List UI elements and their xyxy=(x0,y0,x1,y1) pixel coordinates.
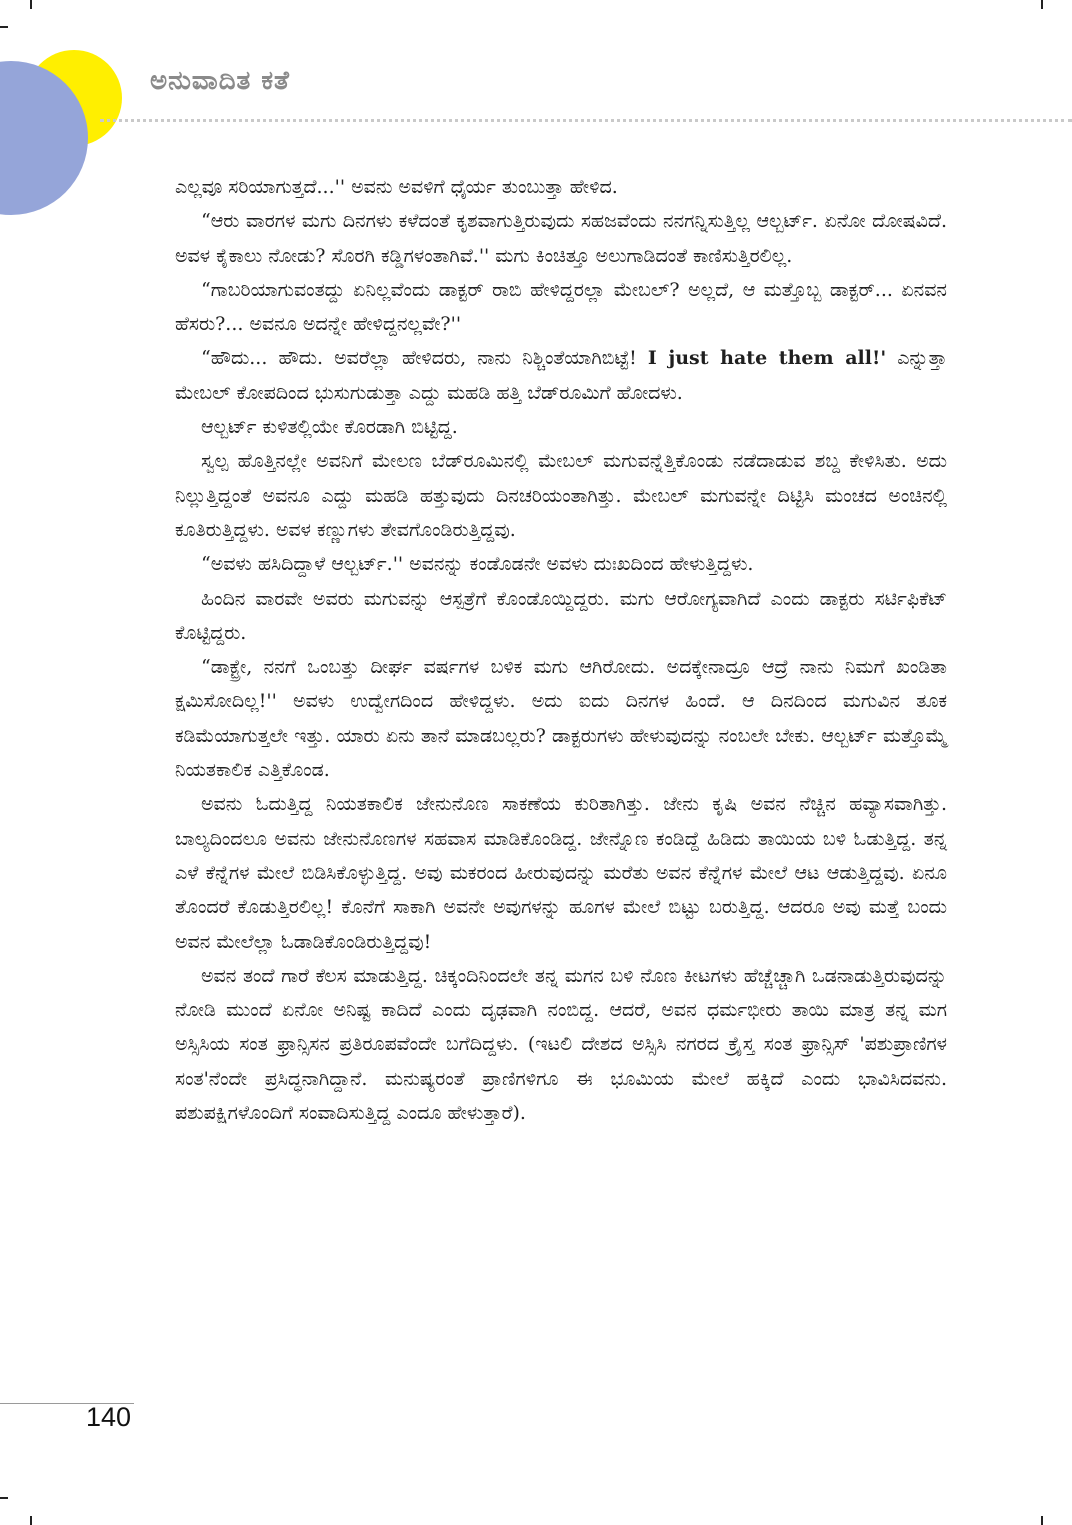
paragraph-kannada-part: ಎನ್ನುತ್ತಾ ಮೇಬಲ್ ಕೋಪದಿಂದ ಭುಸುಗುಡುತ್ತಾ ಎದ್ದು ಮಹಡಿ ಹತ್ತಿ ಬೆಡ್‌ರೂಮಿಗೆ ಹೋದಳು. xyxy=(175,347,947,404)
paragraph: “ಡಾಕ್ಟ್ರೇ, ನನಗೆ ಒಂಬತ್ತು ದೀರ್ಘ ವರ್ಷಗಳ ಬಳಿಕ ಮಗು ಆಗಿರೋದು. ಅದಕ್ಕೇನಾದ್ರೂ ಆದ್ರೆ ನಾನು ನಿಮಗೆ ಖಂಡಿತಾ ಕ್ಷಮಿಸೋದಿಲ್ಲ!'' ಅವಳು ಉದ್ವೇಗದಿಂದ ಹೇಳಿದ್ದಳು. ಅದು ಐದು ದಿನಗಳ ಹಿಂದೆ. ಆ ದಿನದಿಂದ ಮಗುವಿನ ತೂಕ ಕಡಿಮೆಯಾಗುತ್ತಲೇ ಇತ್ತು. ಯಾರು ಏನು ತಾನೆ ಮಾಡಬಲ್ಲರು? ಡಾಕ್ಟರುಗಳು ಹೇಳುವುದನ್ನು ನಂಬಲೇ ಬೇಕು. ಆಲ್ಬರ್ಟ್ ಮತ್ತೊಮ್ಮೆ ನಿಯತಕಾಲಿಕ ಎತ್ತಿಕೊಂಡ. xyxy=(175,656,947,782)
paragraph: ಹಿಂದಿನ ವಾರವೇ ಅವರು ಮಗುವನ್ನು ಆಸ್ಪತ್ರೆಗೆ ಕೊಂಡೊಯ್ದಿದ್ದರು. ಮಗು ಆರೋಗ್ಯವಾಗಿದೆ ಎಂದು ಡಾಕ್ಟರು ಸರ್ಟಿಫಿಕೆಟ್ ಕೊಟ್ಟಿದ್ದರು. xyxy=(175,587,947,644)
crop-mark-top-left xyxy=(30,0,32,9)
paragraph: ಅವನು ಓದುತ್ತಿದ್ದ ನಿಯತಕಾಲಿಕ ಜೇನುನೊಣ ಸಾಕಣೆಯ ಕುರಿತಾಗಿತ್ತು. ಜೇನು ಕೃಷಿ ಅವನ ನೆಚ್ಚಿನ ಹವ್ಯಾಸವಾಗಿತ್ತು. ಬಾಲ್ಯದಿಂದಲೂ ಅವನು ಜೇನುನೊಣಗಳ ಸಹವಾಸ ಮಾಡಿಕೊಂಡಿದ್ದ. ಜೇನ್ನೊಣ ಕಂಡಿದ್ದೆ ಹಿಡಿದು ತಾಯಿಯ ಬಳಿ ಓಡುತ್ತಿದ್ದ. ತನ್ನ ಎಳೆ ಕೆನ್ನೆಗಳ ಮೇಲೆ ಬಿಡಿಸಿಕೊಳ್ಳುತ್ತಿದ್ದ. ಅವು ಮಕರಂದ ಹೀರುವುದನ್ನು ಮರೆತು ಅವನ ಕೆನ್ನೆಗಳ ಮೇಲೆ ಆಟ ಆಡುತ್ತಿದ್ದವು. ಏನೂ ತೊಂದರೆ ಕೊಡುತ್ತಿರಲಿಲ್ಲ! ಕೊನೆಗೆ ಸಾಕಾಗಿ ಅವನೇ ಅವುಗಳನ್ನು ಹೂಗಳ ಮೇಲೆ ಬಿಟ್ಟು ಬರುತ್ತಿದ್ದ. ಆದರೂ ಅವು ಮತ್ತೆ ಬಂದು ಅವನ ಮೇಲೆಲ್ಲಾ ಓಡಾಡಿಕೊಂಡಿರುತ್ತಿದ್ದವು! xyxy=(175,793,947,953)
paragraph: ಎಲ್ಲವೂ ಸರಿಯಾಗುತ್ತದೆ...'' ಅವನು ಅವಳಿಗೆ ಧೈರ್ಯ ತುಂಬುತ್ತಾ ಹೇಳಿದ. xyxy=(175,176,618,198)
paragraph xyxy=(175,341,947,410)
page-number: 140 xyxy=(86,1402,132,1432)
paragraph: “ಅವಳು ಹಸಿದಿದ್ದಾಳೆ ಆಲ್ಬರ್ಟ್.'' ಅವನನ್ನು ಕಂಡೊಡನೇ ಅವಳು ದುಃಖದಿಂದ ಹೇಳುತ್ತಿದ್ದಳು. xyxy=(201,553,754,576)
story-body xyxy=(175,170,947,1130)
paragraph: ಅವನ ತಂದೆ ಗಾರೆ ಕೆಲಸ ಮಾಡುತ್ತಿದ್ದ. ಚಿಕ್ಕಂದಿನಿಂದಲೇ ತನ್ನ ಮಗನ ಬಳಿ ನೊಣ ಕೀಟಗಳು ಹೆಚ್ಚೆಚ್ಚಾಗಿ ಒಡನಾಡುತ್ತಿರುವುದನ್ನು ನೋಡಿ ಮುಂದೆ ಏನೋ ಅನಿಷ್ಟ ಕಾದಿದೆ ಎಂದು ದೃಢವಾಗಿ ನಂಬಿದ್ದ. ಆದರೆ, ಅವನ ಧರ್ಮಭೀರು ತಾಯಿ ಮಾತ್ರ ತನ್ನ ಮಗ ಅಸ್ಸಿಸಿಯ ಸಂತ ಫ್ರಾನ್ಸಿಸನ ಪ್ರತಿರೂಪವೆಂದೇ ಬಗೆದಿದ್ದಳು. (ಇಟಲಿ ದೇಶದ ಅಸ್ಸಿಸಿ ನಗರದ ಕ್ರೈಸ್ತ ಸಂತ ಫ್ರಾನ್ಸಿಸ್ 'ಪಶುಪ್ರಾಣಿಗಳ ಸಂತ'ನೆಂದೇ ಪ್ರಸಿದ್ಧನಾಗಿದ್ದಾನೆ. ಮನುಷ್ಯರಂತೆ ಪ್ರಾಣಿಗಳಿಗೂ ಈ ಭೂಮಿಯ ಮೇಲೆ ಹಕ್ಕಿದೆ ಎಂದು ಭಾವಿಸಿದವನು. ಪಶುಪಕ್ಷಿಗಳೊಂದಿಗೆ ಸಂವಾದಿಸುತ್ತಿದ್ದ ಎಂದೂ ಹೇಳುತ್ತಾರೆ). xyxy=(175,964,947,1125)
paragraph-english-quote: I just hate them all!' xyxy=(647,347,887,370)
section-title: ಅನುವಾದಿತ ಕತೆ xyxy=(150,66,290,96)
crop-mark-left-upper xyxy=(0,26,8,28)
header-dotted-rule xyxy=(100,119,1072,122)
crop-mark-left-lower xyxy=(0,1497,8,1499)
crop-mark-top-right xyxy=(1041,0,1043,9)
paragraph: ಆಲ್ಬರ್ಟ್ ಕುಳಿತಲ್ಲಿಯೇ ಕೊರಡಾಗಿ ಬಿಟ್ಟಿದ್ದ. xyxy=(201,416,458,439)
paragraph: ಸ್ವಲ್ಪ ಹೊತ್ತಿನಲ್ಲೇ ಅವನಿಗೆ ಮೇಲಣ ಬೆಡ್‌ರೂಮಿನಲ್ಲಿ ಮೇಬಲ್ ಮಗುವನ್ನೆತ್ತಿಕೊಂಡು ನಡೆದಾಡುವ ಶಬ್ದ ಕೇಳಿಸಿತು. ಅದು ನಿಲ್ಲುತ್ತಿದ್ದಂತೆ ಅವನೂ ಎದ್ದು ಮಹಡಿ ಹತ್ತುವುದು ದಿನಚರಿಯಂತಾಗಿತ್ತು. ಮೇಬಲ್ ಮಗುವನ್ನೇ ದಿಟ್ಟಿಸಿ ಮಂಚದ ಅಂಚಿನಲ್ಲಿ ಕೂತಿರುತ್ತಿದ್ದಳು. ಅವಳ ಕಣ್ಣುಗಳು ತೇವಗೊಂಡಿರುತ್ತಿದ್ದವು. xyxy=(175,450,947,541)
paragraph: “ಗಾಬರಿಯಾಗುವಂತದ್ದು ಏನಿಲ್ಲವೆಂದು ಡಾಕ್ಟರ್ ರಾಬಿ ಹೇಳಿದ್ದರಲ್ಲಾ ಮೇಬಲ್? ಅಲ್ಲದೆ, ಆ ಮತ್ತೊಬ್ಬ ಡಾಕ್ಟರ್... ಏನವನ ಹೆಸರು?... ಅವನೂ ಅದನ್ನೇ ಹೇಳಿದ್ದನಲ್ಲವೇ?'' xyxy=(175,278,947,336)
paragraph: “ಆರು ವಾರಗಳ ಮಗು ದಿನಗಳು ಕಳೆದಂತೆ ಕೃಶವಾಗುತ್ತಿರುವುದು ಸಹಜವೆಂದು ನನಗನ್ನಿಸುತ್ತಿಲ್ಲ ಆಲ್ಬರ್ಟ್. ಏನೋ ದೋಷವಿದೆ. ಅವಳ ಕೈಕಾಲು ನೋಡು? ಸೊರಗಿ ಕಡ್ಡಿಗಳಂತಾಗಿವೆ.'' ಮಗು ಕಿಂಚಿತ್ತೂ ಅಲುಗಾಡಿದಂತೆ ಕಾಣಿಸುತ್ತಿರಲಿಲ್ಲ. xyxy=(175,210,947,267)
paragraph-kannada-part: “ಹೌದು... ಹೌದು. ಅವರೆಲ್ಲಾ ಹೇಳಿದರು, ನಾನು ನಿಶ್ಚಿಂತೆಯಾಗಿಬಿಟ್ಟೆ! xyxy=(201,347,648,370)
crop-mark-bottom-right xyxy=(1041,1516,1043,1525)
crop-mark-bottom-left xyxy=(30,1516,32,1525)
